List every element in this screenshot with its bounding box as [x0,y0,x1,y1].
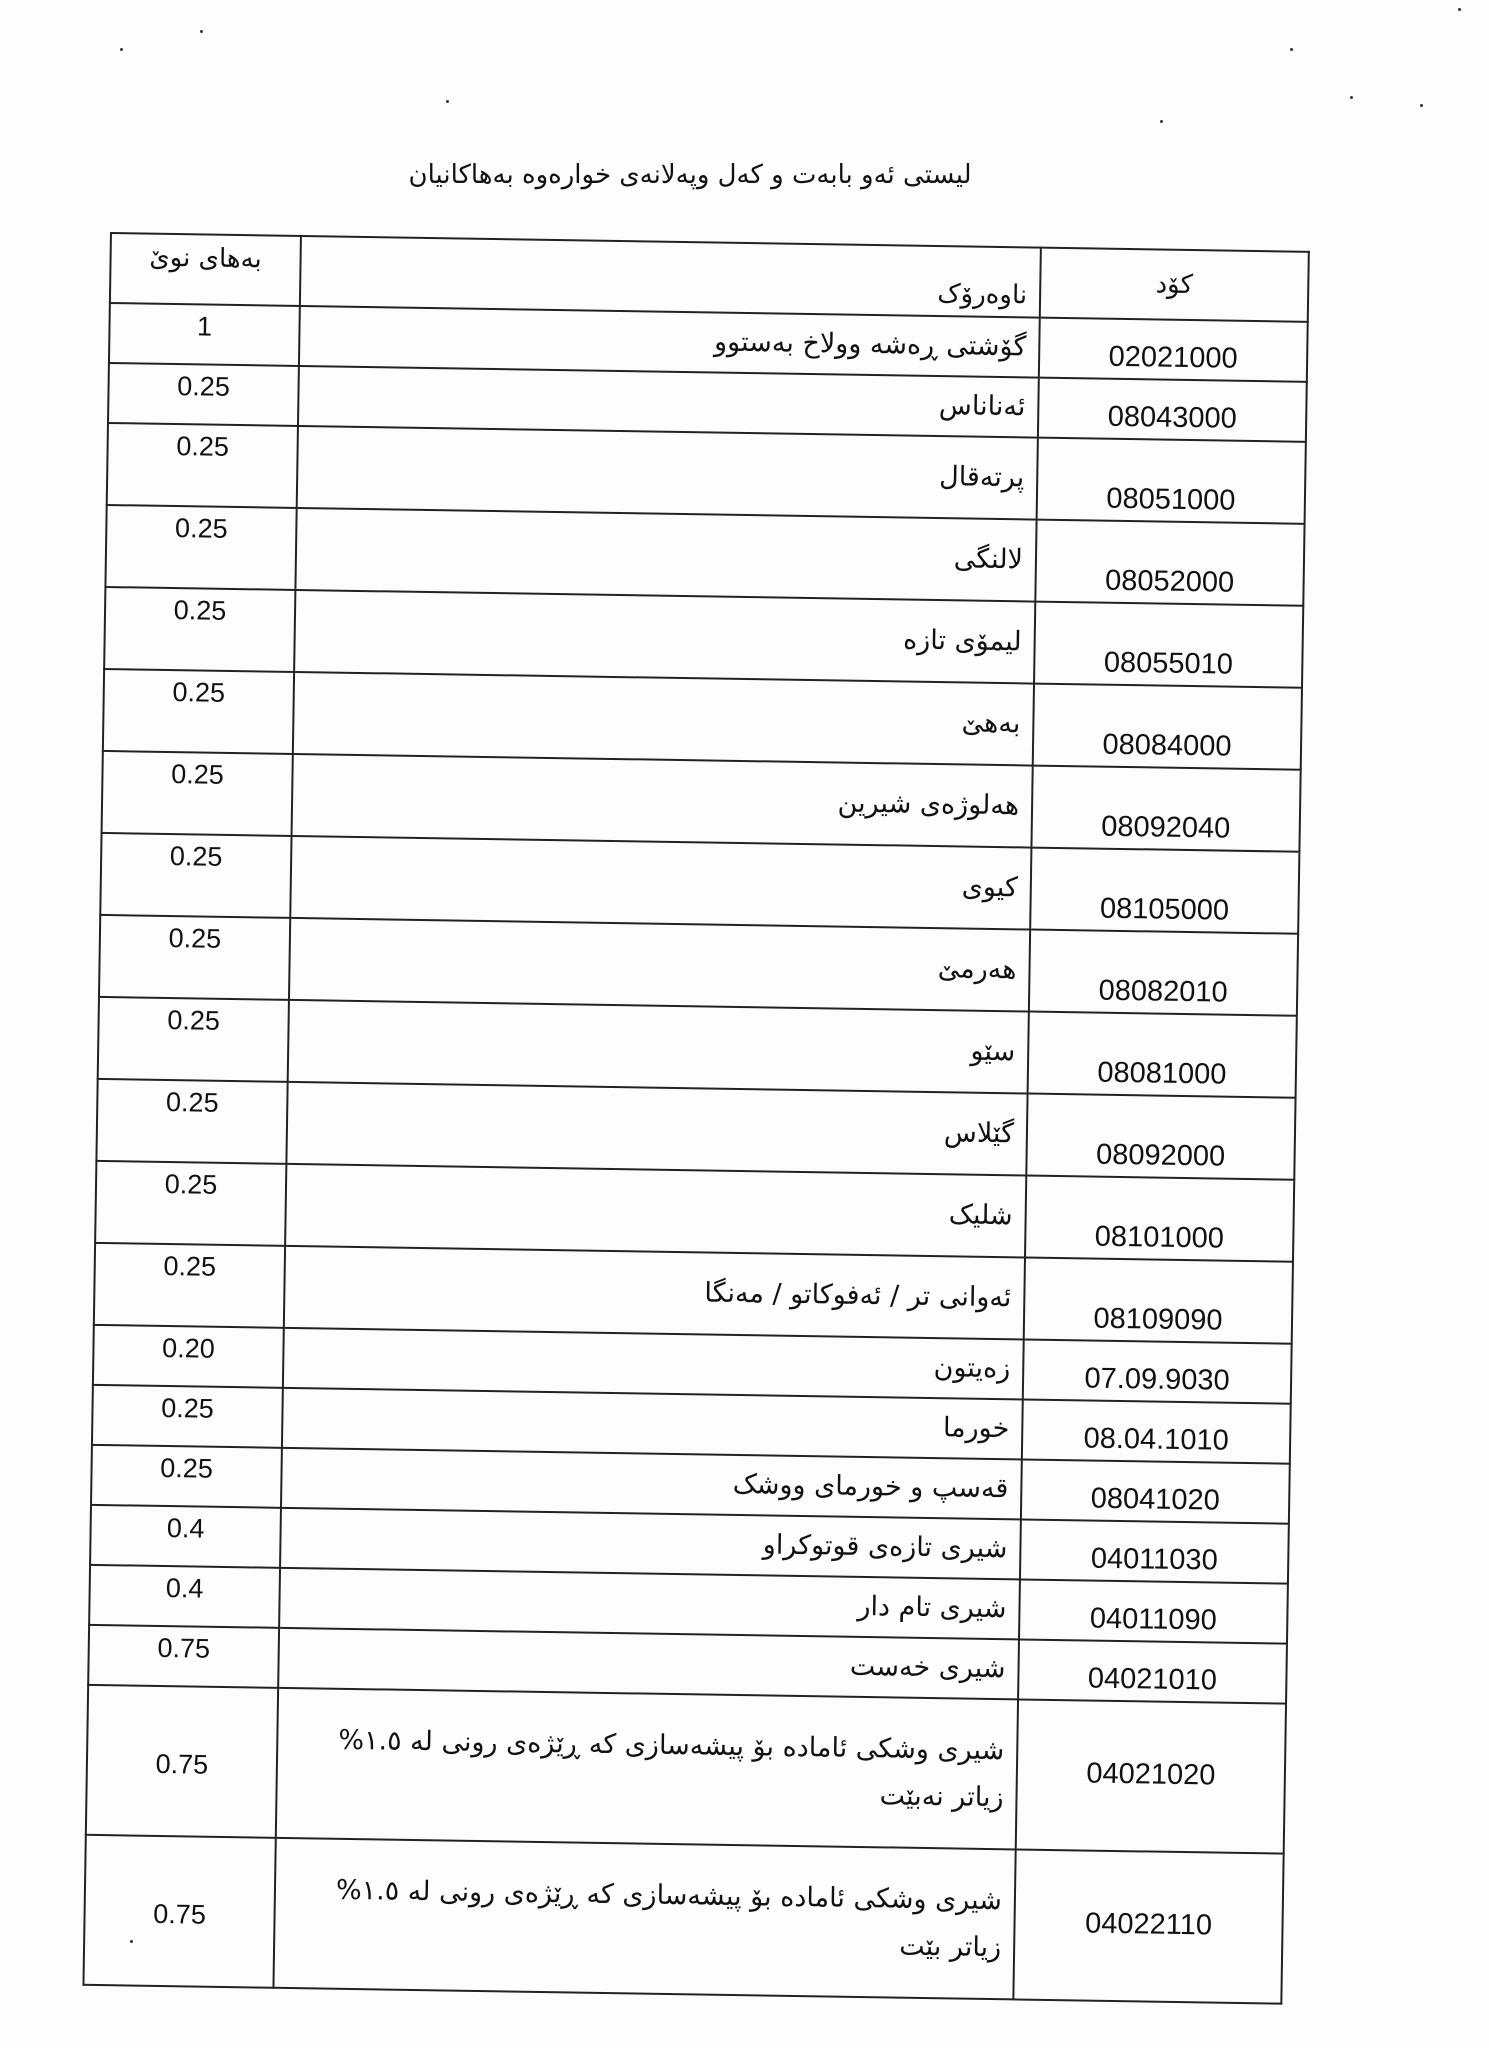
cell-content: شلیک [285,1164,1026,1258]
cell-price: 0.25 [98,997,289,1082]
cell-content: ئەوانی تر / ئەفوکاتو / مەنگا [284,1246,1025,1340]
scan-speck [120,48,123,51]
cell-price: 0.25 [96,1079,287,1164]
cell-code: 07.09.9030 [1023,1339,1292,1403]
cell-content: هەرمێ [289,918,1030,1012]
cell-code: 04021010 [1018,1639,1287,1703]
cell-price: 0.20 [93,1325,284,1388]
cell-price: 0.25 [104,587,295,672]
cell-code: 08109090 [1024,1257,1293,1343]
cell-content: لالنگی [295,508,1036,602]
price-table-wrapper [82,232,1307,2005]
cell-content: خورما [282,1388,1023,1460]
cell-content: هەلوژەی شیرین [292,754,1033,848]
cell-code: 04022110 [1013,1849,1283,2003]
scan-speck [200,30,203,33]
cell-price: 0.25 [94,1243,285,1328]
page-title: لیستی ئەو بابەت و کەل وپەلانەی خوارەوە بەهاکانیان [408,160,972,190]
cell-code: 08105000 [1030,848,1299,934]
cell-content: شیری خەست [278,1628,1019,1700]
cell-content: شیری تازەی قوتوکراو [280,1508,1021,1580]
cell-content: زەیتون [283,1328,1024,1400]
cell-content: ئەناناس [298,366,1039,438]
cell-price: 0.25 [108,363,299,426]
header-code: کۆد [1040,248,1309,322]
cell-content: شیری وشکی ئامادە بۆ پیشەسازی کە ڕێژەی رونی لە ١.٥% زیاتر نەبێت [276,1688,1018,1850]
cell-code: 08052000 [1035,520,1304,606]
cell-code: 08.04.1010 [1022,1399,1291,1463]
cell-price: 0.25 [105,505,296,590]
cell-content: قەسپ و خورمای ووشک [281,1448,1022,1520]
cell-code: 02021000 [1039,318,1308,382]
cell-price: 0.25 [99,915,290,1000]
cell-price: 0.75 [83,1835,275,1988]
cell-price: 0.25 [102,751,293,836]
cell-price: 0.25 [100,833,291,918]
cell-content: کیوی [290,836,1031,930]
cell-price: 0.75 [86,1685,278,1838]
cell-code: 08092040 [1031,766,1300,852]
cell-price: 0.4 [90,1505,281,1568]
cell-code: 04011030 [1020,1519,1289,1583]
cell-content: شیری تام دار [279,1568,1020,1640]
table-row [83,1835,1283,2004]
cell-code: 08051000 [1037,438,1306,524]
cell-content: گێلاس [286,1082,1027,1176]
table-body [83,303,1307,2004]
cell-content: پرتەقال [297,426,1038,520]
cell-price: 0.4 [89,1565,280,1628]
table-row [86,1685,1286,1854]
cell-price: 0.25 [103,669,294,754]
cell-content: لیمۆی تازە [294,590,1035,684]
cell-code: 04011090 [1019,1579,1288,1643]
cell-price: 0.25 [107,423,298,508]
header-content: ناوەرۆک [300,236,1041,318]
cell-code: 08041020 [1021,1459,1290,1523]
cell-price: 0.25 [92,1385,283,1448]
cell-price: 0.25 [95,1161,286,1246]
cell-code: 08101000 [1025,1176,1294,1262]
scan-speck [1350,96,1353,99]
cell-content: گۆشتی ڕەشە وولاخ بەستوو [299,306,1040,378]
cell-code: 08055010 [1034,602,1303,688]
cell-code: 08081000 [1028,1012,1297,1098]
scan-speck [446,100,449,103]
scan-speck [1160,120,1163,123]
price-table [82,232,1309,2005]
scan-speck [1458,8,1461,11]
cell-price: 1 [109,303,300,366]
cell-code: 04021020 [1016,1699,1286,1853]
cell-content: سێو [288,1000,1029,1094]
cell-code: 08082010 [1029,930,1298,1016]
header-new-price: بەهای نوێ [110,233,301,306]
scan-speck [1420,104,1423,107]
cell-content: بەهێ [293,672,1034,766]
cell-price: 0.75 [88,1625,279,1688]
cell-code: 08084000 [1033,684,1302,770]
cell-code: 08092000 [1026,1094,1295,1180]
cell-content: شیری وشکی ئامادە بۆ پیشەسازی کە ڕێژەی رونی لە ١.٥% زیاتر بێت [273,1838,1015,2000]
cell-price: 0.25 [91,1445,282,1508]
cell-code: 08043000 [1038,378,1307,442]
scan-speck [1290,48,1293,51]
